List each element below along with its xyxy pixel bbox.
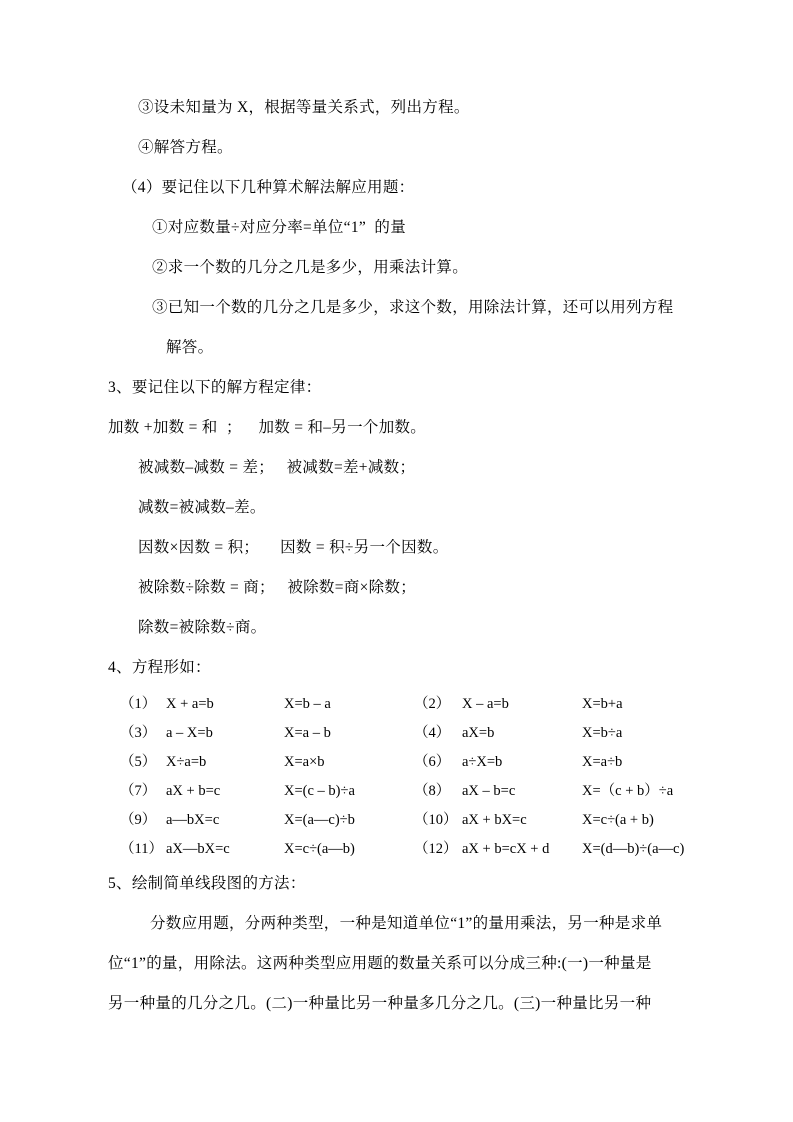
equation-solution: X=b÷a <box>582 725 623 741</box>
equation-expression: X÷a=b <box>166 754 207 770</box>
text-line: 解答。 <box>166 339 214 356</box>
section-heading: 3、要记住以下的解方程定律： <box>108 379 322 396</box>
equation-expression: aX – b=c <box>462 783 516 799</box>
equation-number: （6） <box>414 754 451 770</box>
equation-expression: aX + b=cX + d <box>462 841 550 857</box>
text-line: 被除数÷除数 = 商； 被除数=商×除数； <box>138 579 417 596</box>
section-heading: 4、方程形如： <box>108 659 211 676</box>
equation-expression: aX=b <box>462 725 495 741</box>
equation-row <box>108 719 688 748</box>
equation-solution: X=c÷(a + b) <box>582 812 654 828</box>
equation-solution: X=(c – b)÷a <box>284 783 355 799</box>
text-line: 加数 +加数 = 和 ； 加数 = 和–另一个加数。 <box>108 419 427 436</box>
text-line: （4）要记住以下几种算术解法解应用题： <box>122 179 415 196</box>
equation-solution: X=a – b <box>284 725 331 741</box>
equation-solution: X=c÷(a—b) <box>284 841 355 857</box>
equation-solution: X=（c + b）÷a <box>582 783 674 799</box>
equation-number: （9） <box>120 812 157 828</box>
equation-row <box>108 690 688 719</box>
paragraph-line: 位“1”的量，用除法。这两种类型应用题的数量关系可以分成三种:(一)一种量是 <box>108 955 652 972</box>
equation-row <box>108 748 688 777</box>
equation-solution: X=a÷b <box>582 754 623 770</box>
text-line: 被减数–减数 = 差； 被减数=差+减数； <box>138 459 416 476</box>
equation-expression: a÷X=b <box>462 754 503 770</box>
document-body <box>108 88 688 1024</box>
equation-list <box>108 690 688 864</box>
equation-expression: aX—bX=c <box>166 841 230 857</box>
text-line: 因数×因数 = 积； 因数 = 积÷另一个因数。 <box>138 539 449 556</box>
equation-number: （12） <box>414 841 458 857</box>
equation-solution: X=b – a <box>284 696 331 712</box>
paragraph-line: 分数应用题，分两种类型，一种是知道单位“1”的量用乘法，另一种是求单 <box>150 915 663 932</box>
equation-expression: aX + bX=c <box>462 812 527 828</box>
equation-solution: X=(d—b)÷(a—c) <box>582 841 685 857</box>
equation-number: （10） <box>414 812 458 828</box>
text-line: 除数=被除数÷商。 <box>138 619 267 636</box>
text-line: ④解答方程。 <box>138 139 233 156</box>
text-line: ③设未知量为 X，根据等量关系式，列出方程。 <box>138 99 470 116</box>
section-heading: 5、绘制简单线段图的方法： <box>108 875 306 892</box>
equation-number: （8） <box>414 783 451 799</box>
equation-number: （4） <box>414 725 451 741</box>
equation-number: （11） <box>120 841 163 857</box>
equation-solution: X=(a—c)÷b <box>284 812 355 828</box>
equation-solution: X=a×b <box>284 754 325 770</box>
equation-expression: X – a=b <box>462 696 509 712</box>
equation-number: （2） <box>414 696 451 712</box>
text-line: 减数=被减数–差。 <box>138 499 266 516</box>
equation-row <box>108 777 688 806</box>
text-line: ③已知一个数的几分之几是多少，求这个数，用除法计算，还可以用列方程 <box>152 299 674 316</box>
text-line: ①对应数量÷对应分率=单位“1” 的量 <box>152 219 407 236</box>
equation-number: （3） <box>120 725 157 741</box>
equation-number: （7） <box>120 783 157 799</box>
equation-expression: a—bX=c <box>166 812 220 828</box>
equation-number: （5） <box>120 754 157 770</box>
equation-row <box>108 806 688 835</box>
paragraph-line: 另一种量的几分之几。(二)一种量比另一种量多几分之几。(三)一种量比另一种 <box>108 995 652 1012</box>
equation-expression: a – X=b <box>166 725 213 741</box>
equation-row <box>108 835 688 864</box>
equation-number: （1） <box>120 696 157 712</box>
equation-expression: X + a=b <box>166 696 214 712</box>
text-line: ②求一个数的几分之几是多少，用乘法计算。 <box>152 259 469 276</box>
equation-solution: X=b+a <box>582 696 623 712</box>
equation-expression: aX + b=c <box>166 783 221 799</box>
